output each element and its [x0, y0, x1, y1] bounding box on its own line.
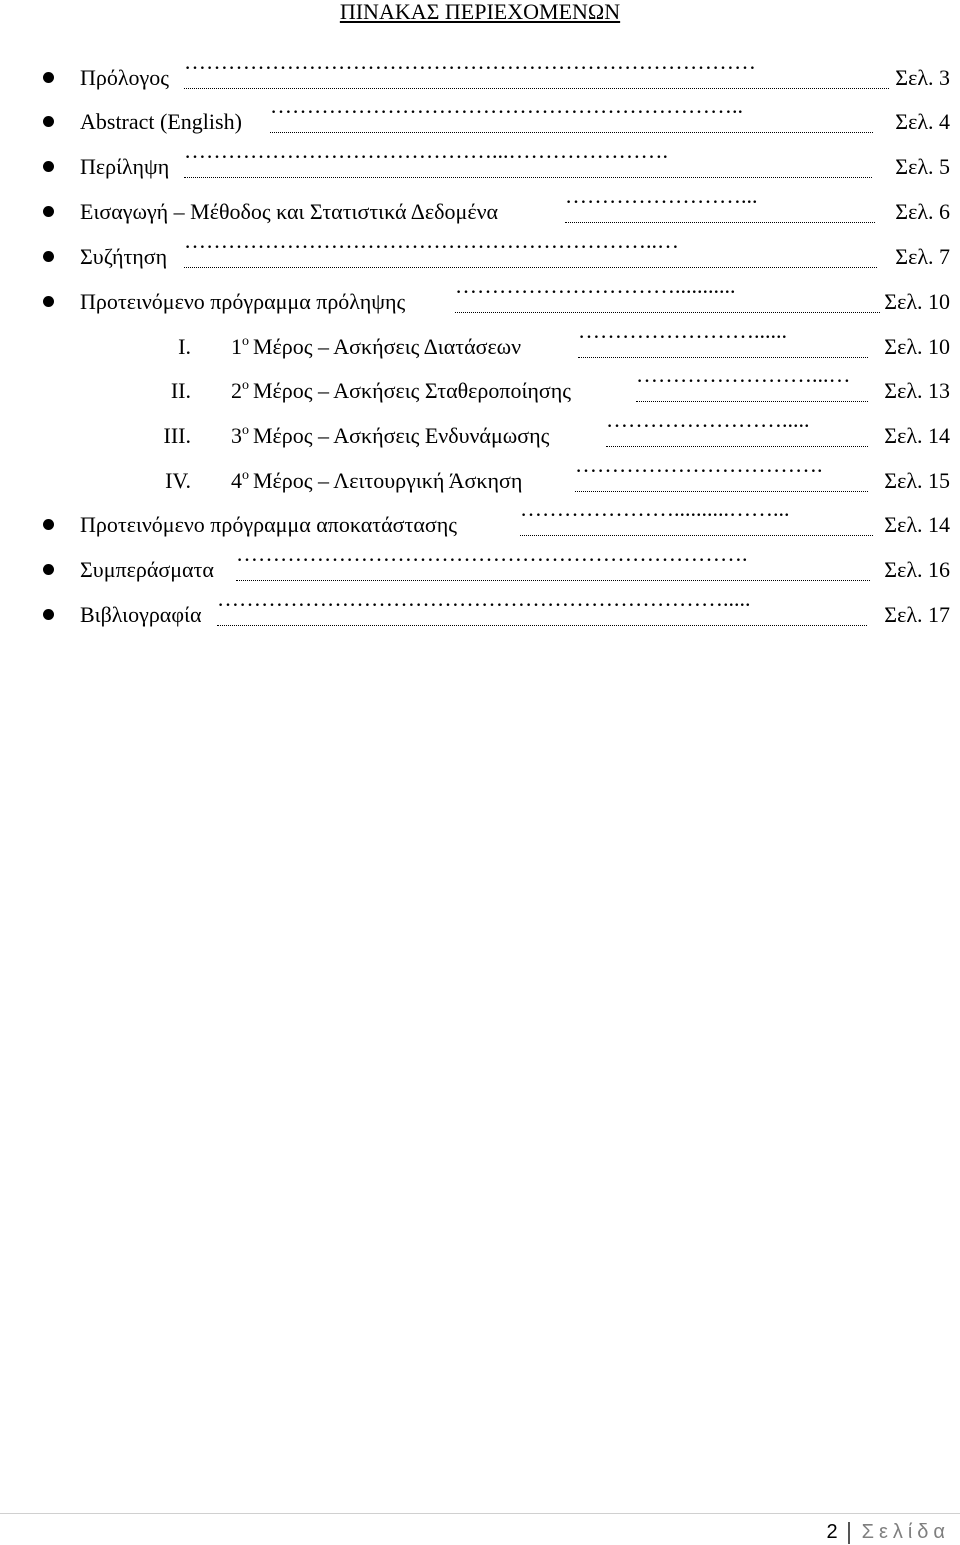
- toc-entry-page: Σελ. 14: [884, 423, 950, 448]
- bullet-icon: [43, 519, 54, 530]
- toc-entry-label: Βιβλιογραφία: [80, 602, 202, 627]
- toc-entry-label: Abstract (English): [80, 109, 242, 134]
- dot-leader: …………………………………………………………….....: [217, 586, 867, 626]
- toc-entry-page: Σελ. 16: [884, 557, 950, 582]
- toc-entry-page: Σελ. 13: [884, 378, 950, 403]
- bullet-icon: [43, 72, 54, 83]
- dot-leader: ………………………………………………………..…: [184, 228, 877, 268]
- footer-separator: [848, 1522, 850, 1544]
- toc-entry-page: Σελ. 6: [895, 199, 950, 224]
- toc-entry-prevention-program[interactable]: [0, 273, 960, 322]
- toc-entry-label: Εισαγωγή – Μέθοδος και Στατιστικά Δεδομένα: [80, 199, 499, 224]
- toc-subentry-numeral: I.: [178, 334, 191, 359]
- toc-entry-label: Συζήτηση: [80, 244, 168, 269]
- dot-leader: …………………………………………………………….: [236, 541, 870, 581]
- toc-entry-label: Συμπεράσματα: [80, 557, 214, 582]
- toc-title: [0, 0, 960, 24]
- toc-entry-conclusions[interactable]: [0, 541, 960, 590]
- bullet-icon: [43, 251, 54, 262]
- toc-entry-page: Σελ. 10: [884, 289, 950, 314]
- dot-leader: ……………………...: [565, 183, 875, 223]
- ordinal-suffix: ο: [242, 378, 249, 393]
- dot-leader: ……………………………………...………………….: [184, 138, 872, 178]
- toc-subentry-text: Μέρος – Λειτουργική Άσκηση: [253, 468, 523, 493]
- dot-leader: …………………….....: [606, 407, 868, 447]
- toc-entry-bibliography[interactable]: [0, 586, 960, 635]
- toc-entry-label: Πρόλογος: [80, 65, 169, 90]
- page-number: 2: [826, 1521, 838, 1543]
- toc-entry-page: Σελ. 10: [884, 334, 950, 359]
- footer-divider: [0, 1513, 960, 1514]
- toc-entry-discussion[interactable]: [0, 228, 960, 277]
- toc-subentry-label: [231, 424, 549, 452]
- toc-entry-introduction[interactable]: [0, 183, 960, 232]
- toc-entry-page: Σελ. 4: [895, 109, 950, 134]
- toc-entry-abstract[interactable]: [0, 93, 960, 142]
- toc-entry-page: Σελ. 3: [895, 65, 950, 90]
- toc-entry-page: Σελ. 15: [884, 468, 950, 493]
- toc-entry-summary[interactable]: [0, 138, 960, 187]
- dot-leader: ……………………………………………………………………: [184, 49, 889, 89]
- bullet-icon: [43, 564, 54, 575]
- ordinal-number: 1: [231, 334, 242, 359]
- dot-leader: …………………………...........: [455, 273, 880, 313]
- toc-subentry-label: [231, 335, 521, 363]
- toc-subentry-text: Μέρος – Ασκήσεις Ενδυνάμωσης: [253, 423, 550, 448]
- ordinal-suffix: ο: [242, 468, 249, 483]
- bullet-icon: [43, 161, 54, 172]
- bullet-icon: [43, 609, 54, 620]
- toc-title-text: ΠΙΝΑΚΑΣ ΠΕΡΙΕΧΟΜΕΝΩΝ: [339, 0, 621, 24]
- toc-entry-prologue[interactable]: [0, 49, 960, 98]
- toc-subentry-label: [231, 379, 571, 407]
- toc-entry-page: Σελ. 5: [895, 154, 950, 179]
- toc-subentry-strengthening[interactable]: [0, 407, 960, 456]
- ordinal-number: 2: [231, 378, 242, 403]
- toc-subentry-stabilization[interactable]: [0, 362, 960, 411]
- bullet-icon: [43, 296, 54, 307]
- toc-subentry-numeral: II.: [170, 378, 191, 403]
- page-footer: [826, 1520, 950, 1544]
- dot-leader: ……………………......: [578, 318, 868, 358]
- toc-entry-label: Προτεινόμενο πρόγραμμα πρόληψης: [80, 289, 406, 314]
- toc-entry-label: Προτεινόμενο πρόγραμμα αποκατάστασης: [80, 512, 457, 537]
- toc-subentry-numeral: III.: [163, 423, 191, 448]
- bullet-icon: [43, 206, 54, 217]
- ordinal-suffix: ο: [242, 423, 249, 438]
- ordinal-number: 3: [231, 423, 242, 448]
- toc-subentry-text: Μέρος – Ασκήσεις Διατάσεων: [253, 334, 522, 359]
- toc-subentry-stretching[interactable]: [0, 318, 960, 367]
- bullet-icon: [43, 116, 54, 127]
- ordinal-number: 4: [231, 468, 242, 493]
- toc-entry-page: Σελ. 7: [895, 244, 950, 269]
- toc-subentry-label: [231, 469, 522, 497]
- dot-leader: …………………………….: [575, 452, 868, 492]
- toc-subentry-numeral: IV.: [165, 468, 191, 493]
- dot-leader: ………………………………………………………..: [270, 93, 873, 133]
- dot-leader: ……………………...…: [636, 362, 868, 402]
- toc-entry-rehabilitation-program[interactable]: [0, 496, 960, 545]
- toc-entry-label: Περίληψη: [80, 154, 170, 179]
- toc-entry-page: Σελ. 17: [884, 602, 950, 627]
- dot-leader: …………………..........……...: [520, 496, 873, 536]
- page-word: Σελίδα: [861, 1521, 950, 1543]
- toc-subentry-text: Μέρος – Ασκήσεις Σταθεροποίησης: [253, 378, 571, 403]
- toc-entry-page: Σελ. 14: [884, 512, 950, 537]
- toc-subentry-functional[interactable]: [0, 452, 960, 501]
- ordinal-suffix: ο: [242, 334, 249, 349]
